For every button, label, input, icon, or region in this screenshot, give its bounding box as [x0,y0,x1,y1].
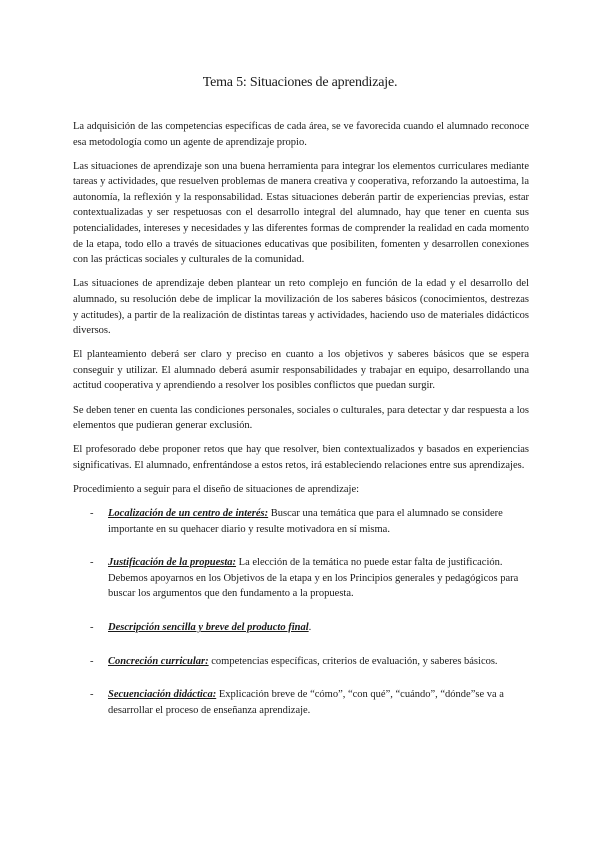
list-item-text: Explicación breve de “cómo”, “con qué”, “cuándo”, “dónde”se va a desarrollar el proceso de enseñanza aprendizaje. [108,689,504,716]
list-item [73,687,529,718]
list-item [73,506,529,537]
paragraph: Se deben tener en cuenta las condiciones personales, sociales o culturales, para detectar y dar respuesta a los elementos que pudieran generar exclusión. [73,404,529,432]
list-item [73,620,529,636]
list-dash: - [90,557,94,569]
list-dash: - [90,689,94,701]
page-title: Tema 5: Situaciones de aprendizaje. [202,75,398,90]
list-item-title: Secuenciación didáctica: [108,689,217,701]
list-item-text: La elección de la temática no puede estar falta de justificación. Debemos apoyarnos en los Objetivos de la etapa y en los Principios generales y pedagógicos para buscar los argumentos que den fundamento a la propuesta. [108,557,519,600]
paragraph: El profesorado debe proponer retos que hay que resolver, bien contextualizados y basados en experiencias significativas. El alumnado, enfrentándose a estos retos, irá estableciendo relaciones entre sus aprendizajes. [73,444,529,471]
list-item-title: Justificación de la propuesta: [108,557,237,569]
paragraph: La adquisición de las competencias específicas de cada área, se ve favorecida cuando el alumnado reconoce esa metodología como un agente de aprendizaje propio. [73,121,529,148]
list-item-text: competencias específicas, criterios de evaluación, y saberes básicos. [208,655,498,667]
list-item-title: Descripción sencilla y breve del producto final [108,621,309,633]
list-item [73,555,529,602]
paragraph: Las situaciones de aprendizaje deben plantear un reto complejo en función de la edad y el desarrollo del alumnado, su resolución debe de implicar la movilización de los saberes básicos (conocimientos, destrezas y actitudes), a partir de la realización de distintas tareas y actividades, haciendo uso de materiales didácticos diversos. [73,278,529,337]
list-item [73,654,529,670]
paragraph: El planteamiento deberá ser claro y preciso en cuanto a los objetivos y saberes básicos que se espera conseguir y utilizar. El alumnado deberá asumir responsabilidades y trabajar en equipo, desarrollando una actitud cooperativa y aprendiendo a resolver los posibles conflictos que puedan surgir. [73,349,529,392]
list-dash: - [90,655,94,667]
list-item-title: Concreción curricular: [108,655,209,667]
procedure-list [73,506,529,718]
list-item-text: Buscar una temática que para el alumnado se considere importante en su quehacer diario y resulte motivadora en sí misma. [108,507,503,535]
paragraph: Las situaciones de aprendizaje son una buena herramienta para integrar los elementos curriculares mediante tareas y actividades, que resuelven problemas de manera creativa y cooperativa, reforzando la autoestima, la autonomía, la reflexión y la responsabilidad. Estas situaciones deberán partir de experiencias previas, estar contextualizadas y ser respetuosas con el desarrollo integral del alumnado, hay que tener en cuenta sus potencialidades, intereses y necesidades y las diferentes formas de comprender la realidad en cada momento de la etapa, todo ello a través de situaciones educativas que posibiliten, fomenten y desarrollen conexiones con las prácticas sociales y culturales de la comunidad. [73,160,529,266]
list-dash: - [90,507,94,519]
document-body [73,119,529,736]
procedure-intro: Procedimiento a seguir para el diseño de situaciones de aprendizaje: [73,483,360,495]
list-item-text: . [308,621,312,633]
list-item-title: Localización de un centro de interés: [108,507,269,519]
list-dash: - [90,621,94,633]
